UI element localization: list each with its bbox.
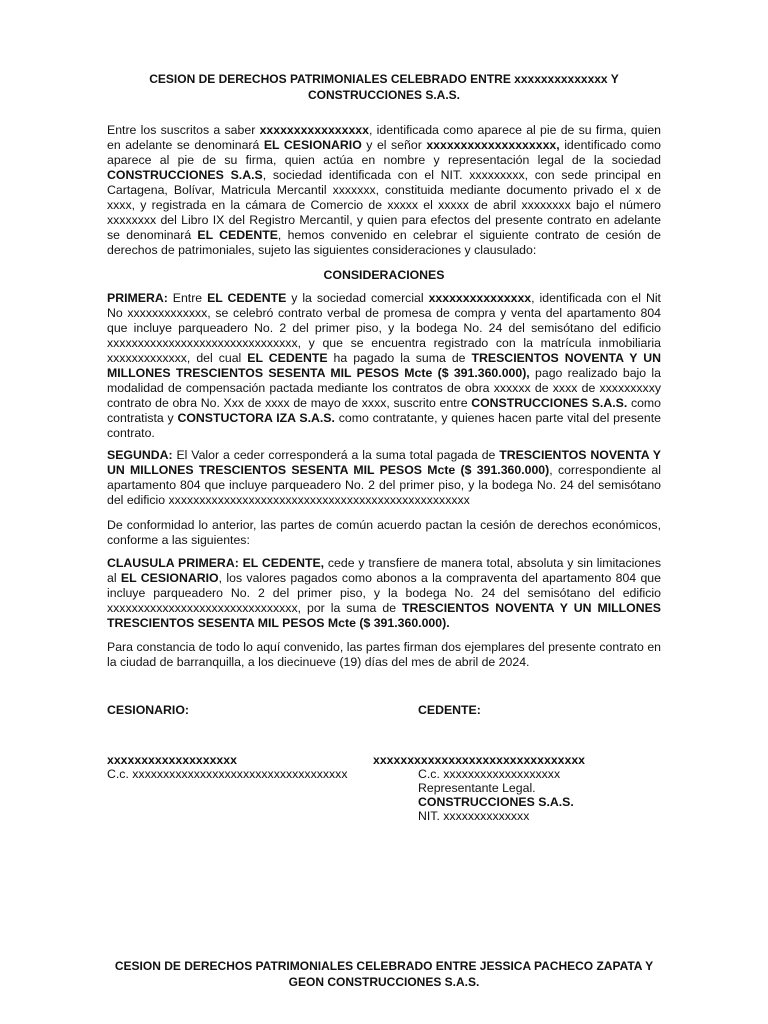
company-ref: xxxxxxxxxxxxxxx — [428, 291, 532, 305]
footer-title: CESION DE DERECHOS PATRIMONIALES CELEBRADO ENTRE JESSICA PACHECO ZAPATA Y GEON CONSTRUCCIONES S.A.S. — [114, 959, 654, 989]
primera-text: como contratante, y quienes hacen parte vital del presente contrato. — [107, 411, 661, 440]
primera-text: como contratista y — [107, 396, 662, 425]
company-name: CONSTRUCCIONES S.A.S — [107, 168, 263, 182]
considerations-heading: CONSIDERACIONES — [323, 268, 445, 282]
clausula-label: CLAUSULA PRIMERA: EL CEDENTE, — [107, 556, 325, 570]
amount-text: TRESCIENTOS NOVENTA Y UN MILLONES TRESCIENTOS SESENTA MIL PESOS Mcte ($ 391.360.000) — [107, 448, 661, 477]
constancia-paragraph: Para constancia de todo lo aquí convenido, las partes firman dos ejemplares del presente contrato en la ciudad de barranquilla, a los diecinueve (19) días del mes de abril de 2024. — [107, 640, 661, 669]
amount-text: TRESCIENTOS NOVENTA Y UN MILLONES TRESCIENTOS SESENTA MIL PESOS Mcte ($ 391.360.000). — [107, 601, 661, 630]
primera-text: pago realizado bajo la modalidad de compensación pactada mediante los contratos de obra xxxxxx de xxxx de xxxxxxxxxy contrato de obra No. Xxx de xxxx de mayo de xxxx, suscrito entre — [107, 366, 662, 410]
amount-text: TRESCIENTOS NOVENTA Y UN MILLONES TRESCIENTOS SESENTA MIL PESOS Mcte ($ 391.360.000), — [107, 351, 661, 380]
primera-paragraph — [107, 291, 661, 441]
cedente-company: CONSTRUCCIONES S.A.S. — [418, 795, 574, 809]
clausula-text: , los valores pagados como abonos a la compraventa del apartamento 804 que incluye parqueadero No. 2 del primer piso, y la bodega No. 24 del semisótano del edificio xxxxxxxxxxxxxxxxxxxxxxxxxxxxxxx, por la suma de — [107, 571, 661, 615]
cedente-role: EL CEDENTE — [197, 228, 278, 242]
clausula-text: cede y transfiere de manera total, absoluta y sin limitaciones al — [107, 556, 661, 585]
cesionario-name: xxxxxxxxxxxxxxxx — [259, 123, 369, 137]
primera-text: y la sociedad comercial — [286, 291, 429, 305]
contractee-ref: CONSTUCTORA IZA S.A.S. — [177, 411, 335, 425]
conformidad-paragraph: De conformidad lo anterior, las partes de común acuerdo pactan la cesión de derechos económicos, conforme a las siguientes: — [107, 518, 661, 547]
intro-text: Entre los suscritos a saber — [107, 123, 260, 137]
cesionario-label: CESIONARIO: — [107, 703, 189, 717]
representative-name: xxxxxxxxxxxxxxxxxxx, — [426, 138, 560, 152]
segunda-text: El Valor a ceder corresponderá a la suma total pagada de — [172, 448, 500, 462]
cedente-nit: NIT. xxxxxxxxxxxxxx — [418, 809, 530, 823]
cesionario-cc: C.c. xxxxxxxxxxxxxxxxxxxxxxxxxxxxxxxxxxx — [107, 767, 348, 781]
intro-text: , hemos convenido en celebrar el siguiente contrato de cesión de derechos de patrimoniales, sujeto las siguientes consideraciones y clausulado: — [107, 228, 661, 257]
cesionario-role: EL CESIONARIO — [263, 138, 362, 152]
segunda-label: SEGUNDA: — [107, 448, 173, 462]
cedente-label: CEDENTE: — [418, 703, 481, 717]
primera-label: PRIMERA: — [107, 291, 168, 305]
intro-text: , sociedad identificada con el NIT. xxxxxxxxx, con sede principal en Cartagena, Bolívar, Matricula Mercantil xxxxxxx, constituida mediante documento privado el x de xxxx, y registrada en la cámara de Comercio de xxxxx el xxxxx de abril xxxxxxxx bajo el número xxxxxxxx del Libro IX del Registro Mercantil, y quien para efectos del presente contrato en adelante se denominará — [107, 168, 661, 242]
document-title: CESION DE DERECHOS PATRIMONIALES CELEBRADO ENTRE xxxxxxxxxxxxxx Y CONSTRUCCIONES S.A.S. — [149, 72, 619, 102]
segunda-text: , correspondiente al apartamento 804 que incluye parqueadero No. 2 del primer piso, y la bodega No. 24 del semisótano del edificio xxxxxxxxxxxxxxxxxxxxxxxxxxxxxxxxxxxxxxxxxxxxxxxxx — [107, 463, 661, 507]
intro-text: identificado como aparece al pie de su firma, quien actúa en nombre y representación legal de la sociedad — [107, 138, 661, 167]
clausula-paragraph — [107, 556, 661, 631]
intro-text: y el señor — [361, 138, 427, 152]
cedente-ref: EL CEDENTE — [247, 351, 328, 365]
cesionario-signature-name: xxxxxxxxxxxxxxxxxxx — [107, 753, 237, 767]
primera-text: Entre — [167, 291, 208, 305]
primera-text: ha pagado la suma de — [327, 351, 472, 365]
cedente-ref: EL CEDENTE — [207, 291, 287, 305]
primera-text: , identificada con el Nit No xxxxxxxxxxxxx, se celebró contrato verbal de promesa de compra y venta del apartamento 804 que incluye parqueadero No. 2 del primer piso, y la bodega No. 24 del semisótano del edificio xxxxxxxxxxxxxxxxxxxxxxxxxxxxxxx, y que se encuentra registrado con la matrícula inmobiliaria xxxxxxxxxxxxx, del cual — [107, 291, 661, 365]
contractor-ref: CONSTRUCCIONES S.A.S. — [471, 396, 628, 410]
cesionario-ref: EL CESIONARIO — [120, 571, 219, 585]
intro-text: , identificada como aparece al pie de su firma, quien en adelante se denominará — [107, 123, 661, 152]
cedente-signature-name: xxxxxxxxxxxxxxxxxxxxxxxxxxxxxxx — [373, 753, 586, 767]
cedente-role-line: Representante Legal. — [418, 781, 536, 795]
intro-paragraph — [107, 123, 661, 258]
segunda-paragraph — [107, 448, 661, 508]
cedente-cc: C.c. xxxxxxxxxxxxxxxxxxx — [418, 767, 561, 781]
